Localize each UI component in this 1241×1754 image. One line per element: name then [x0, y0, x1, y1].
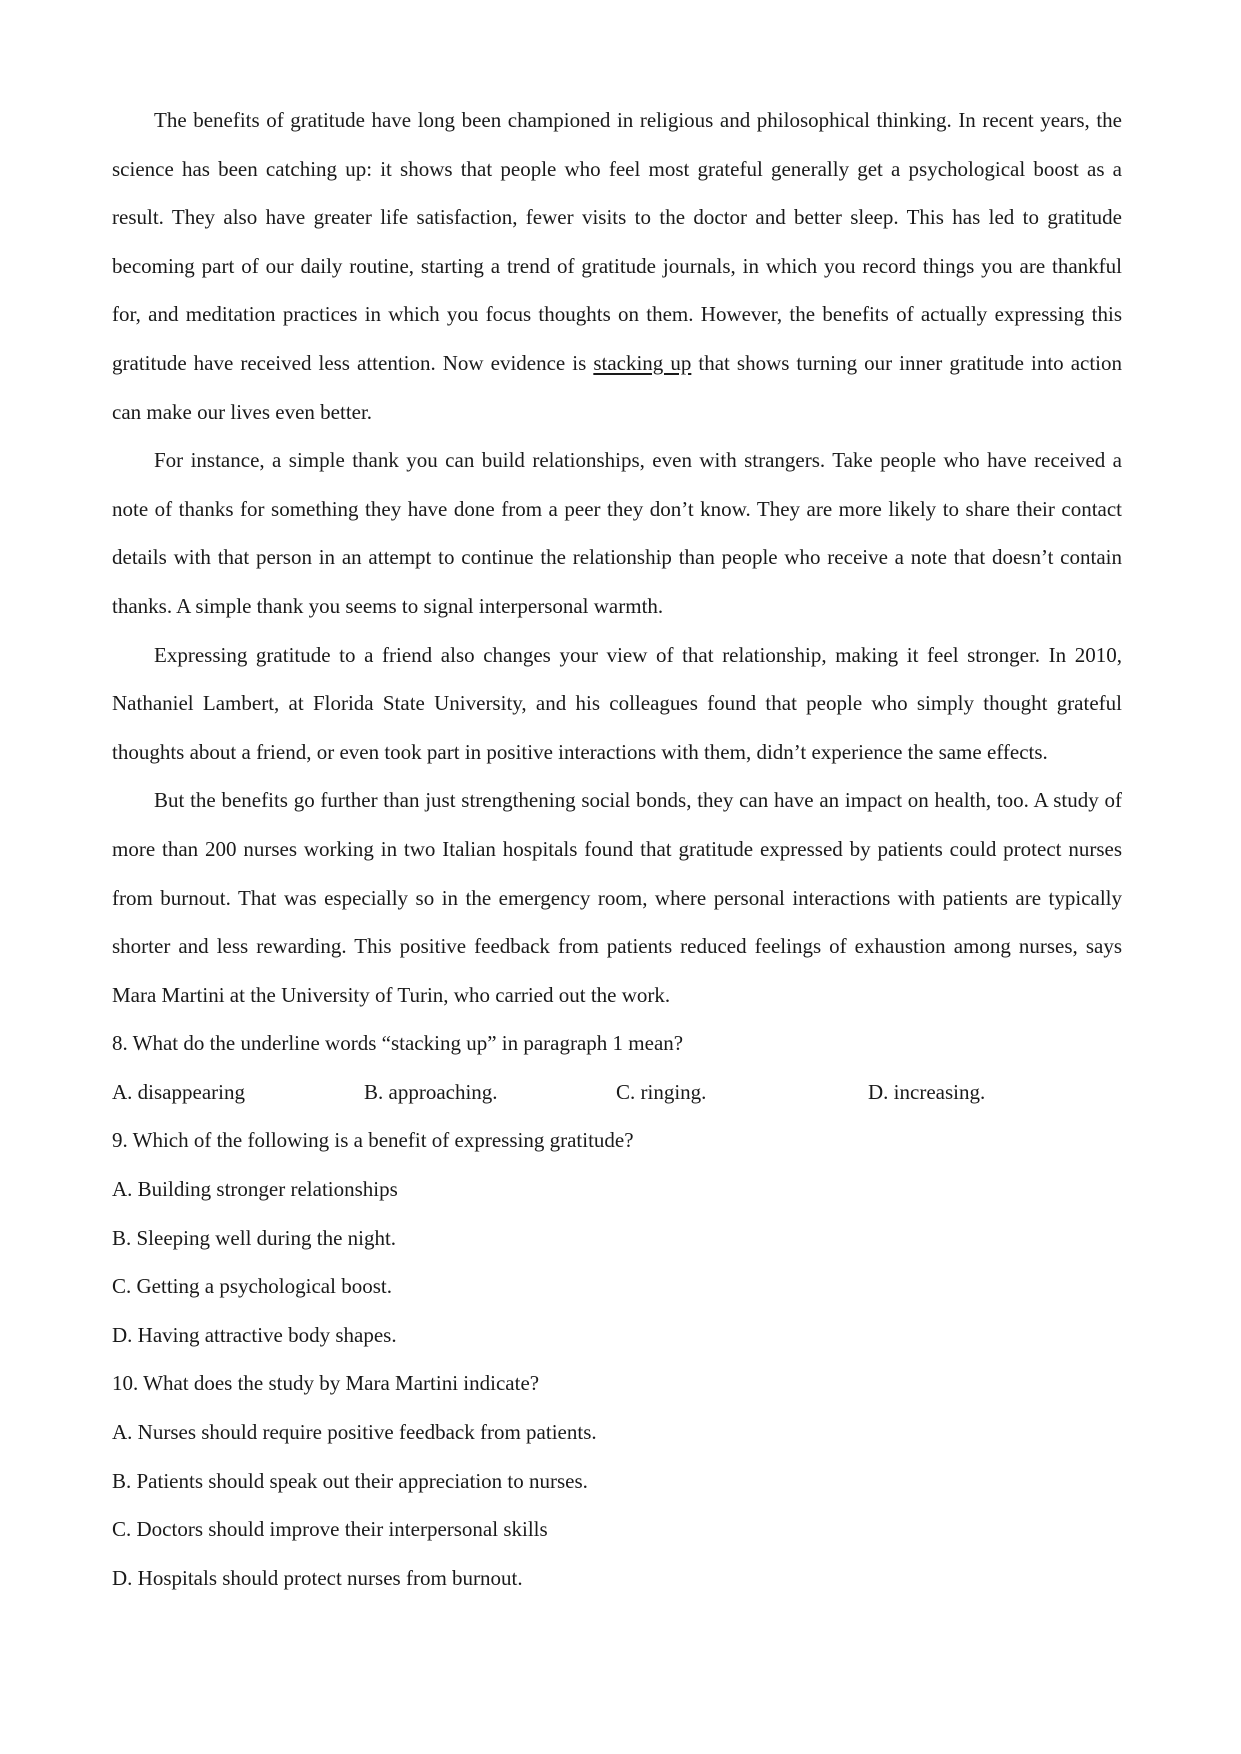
question-9: [112, 1116, 1122, 1359]
question-8-option-c: C. ringing.: [616, 1079, 707, 1104]
question-8-stem: 8. What do the underline words “stacking up” in paragraph 1 mean?: [112, 1031, 684, 1056]
question-9-option-a: A. Building stronger relationships: [112, 1177, 398, 1202]
question-8-option-a: A. disappearing: [112, 1079, 245, 1104]
question-10-option-c: C. Doctors should improve their interpersonal skills: [112, 1517, 548, 1542]
paragraph-1: [112, 96, 1122, 436]
question-10-option-b: B. Patients should speak out their appreciation to nurses.: [112, 1468, 588, 1493]
question-10-option-a: A. Nurses should require positive feedback from patients.: [112, 1420, 597, 1445]
question-9-option-b: B. Sleeping well during the night.: [112, 1225, 397, 1250]
paragraph-1-text-end: that shows turning our inner gratitude into action can make our lives even better.: [112, 350, 1123, 424]
question-10-stem: 10. What does the study by Mara Martini indicate?: [112, 1371, 540, 1396]
question-8-option-d: D. increasing.: [868, 1079, 986, 1104]
question-8-option-b: B. approaching.: [364, 1079, 498, 1104]
underlined-phrase: stacking up: [593, 350, 692, 375]
paragraph-4: But the benefits go further than just strengthening social bonds, they can have an impact on health, too. A study of more than 200 nurses working in two Italian hospitals found that gratitude expressed by patients could protect nurses from burnout. That was especially so in the emergency room, where personal interactions with patients are typically shorter and less rewarding. This positive feedback from patients reduced feelings of exhaustion among nurses, says Mara Martini at the University of Turin, who carried out the work.: [112, 788, 1122, 1007]
question-9-stem: 9. Which of the following is a benefit of expressing gratitude?: [112, 1128, 634, 1153]
paragraph-1-text-start: The benefits of gratitude have long been championed in religious and philosophical thinking. In recent years, the science has been catching up: it shows that people who feel most grateful generally get a psychological boost as a result. They also have greater life satisfaction, fewer visits to the doctor and better sleep. This has led to gratitude becoming part of our daily routine, starting a trend of gratitude journals, in which you record things you are thankful for, and meditation practices in which you focus thoughts on them. However, the benefits of actually expressing this gratitude have received less attention. Now evidence is: [112, 108, 1122, 375]
question-9-option-c: C. Getting a psychological boost.: [112, 1274, 392, 1299]
paragraph-2: For instance, a simple thank you can build relationships, even with strangers. Take people who have received a note of thanks for something they have done from a peer they don’t know. They are more likely to share their contact details with that person in an attempt to continue the relationship than people who receive a note that doesn’t contain thanks. A simple thank you seems to signal interpersonal warmth.: [112, 448, 1122, 618]
question-8: [112, 1019, 1122, 1116]
question-9-option-d: D. Having attractive body shapes.: [112, 1322, 397, 1347]
paragraph-3: Expressing gratitude to a friend also changes your view of that relationship, making it feel stronger. In 2010, Nathaniel Lambert, at Florida State University, and his colleagues found that people who simply thought grateful thoughts about a friend, or even took part in positive interactions with them, didn’t experience the same effects.: [112, 642, 1122, 764]
question-10-option-d: D. Hospitals should protect nurses from burnout.: [112, 1565, 523, 1590]
document-page: [112, 96, 1122, 1602]
question-8-options: [112, 1068, 1122, 1117]
question-10: [112, 1359, 1122, 1602]
